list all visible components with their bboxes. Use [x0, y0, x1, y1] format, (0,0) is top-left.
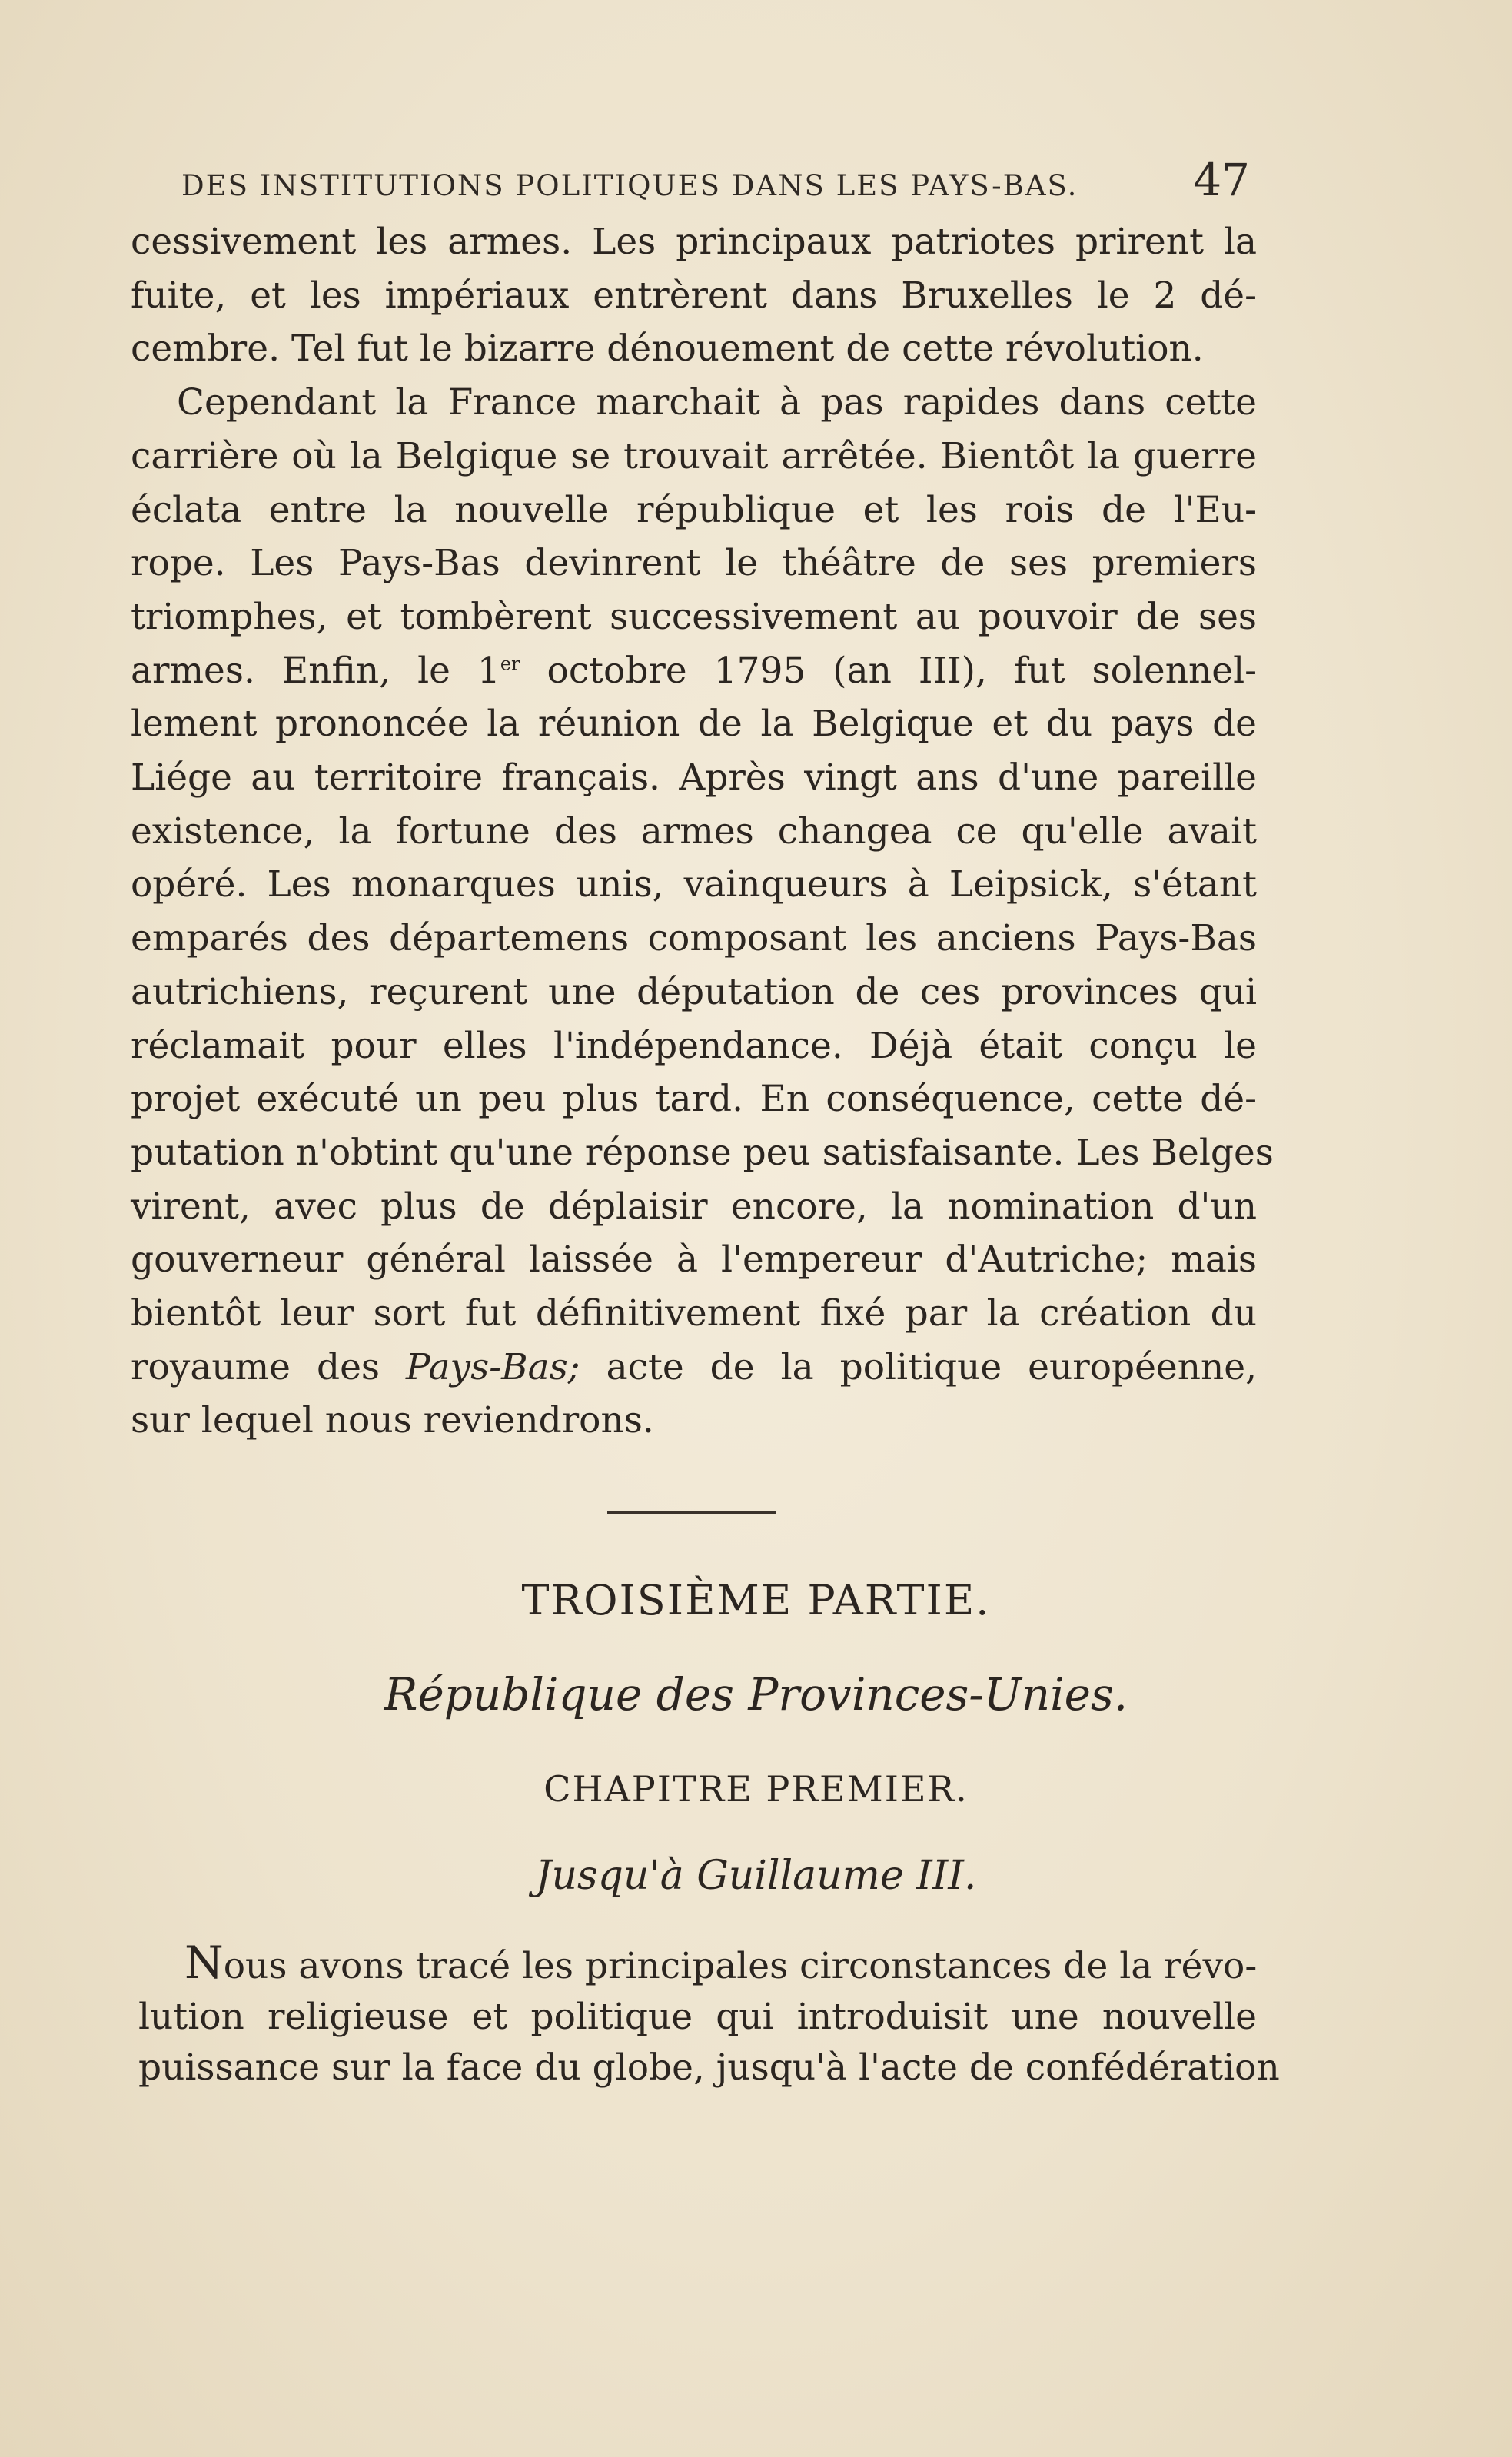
text-line: puissance sur la face du globe, jusqu'à l'acte de confédération	[138, 2046, 1280, 2089]
ordinal-superscript: er	[500, 652, 520, 674]
text-line: cembre. Tel fut le bizarre dénouement de cette révolution.	[131, 327, 1204, 371]
text-line: sur lequel nous reviendrons.	[131, 1399, 654, 1442]
text-line: putation n'obtint qu'une réponse peu satisfaisante. Les Belges	[131, 1131, 1274, 1174]
page-number: 47	[1193, 154, 1250, 206]
text-line: emparés des départemens composant les anciens Pays-Bas	[131, 917, 1257, 960]
part-subtitle: République des Provinces-Unies.	[384, 1668, 1128, 1721]
text-line: rope. Les Pays-Bas devinrent le théâtre de ses premiers	[131, 542, 1257, 585]
text-line	[131, 1341, 1257, 1395]
part-title: TROISIÈME PARTIE.	[521, 1576, 991, 1624]
text-line: fuite, et les impériaux entrèrent dans Bruxelles le 2 dé-	[131, 274, 1257, 317]
text-line: projet exécuté un peu plus tard. En conséquence, cette dé-	[131, 1078, 1257, 1121]
text-fragment: armes. Enfin, le 1	[131, 649, 500, 692]
text-line: gouverneur général laissée à l'empereur d'Autriche; mais	[131, 1238, 1257, 1282]
text-line	[138, 1937, 1257, 1992]
running-head-title: DES INSTITUTIONS POLITIQUES DANS LES PAYS-BAS.	[181, 169, 1078, 202]
text-line: virent, avec plus de déplaisir encore, la nomination d'un	[131, 1185, 1257, 1228]
text-line: autrichiens, reçurent une députation de ces provinces qui	[131, 970, 1257, 1013]
chapter-text	[138, 1937, 1280, 2093]
text-line: éclata entre la nouvelle république et les rois de l'Eu-	[131, 488, 1257, 531]
text-line	[131, 644, 1257, 698]
chapter-title: CHAPITRE PREMIER.	[543, 1768, 969, 1810]
text-line: opéré. Les monarques unis, vainqueurs à Leipsick, s'étant	[131, 863, 1257, 906]
text-line: bientôt leur sort fut définitivement fixé par la création du	[131, 1292, 1257, 1335]
text-fragment: royaume des	[131, 1345, 407, 1388]
text-fragment: acte de la politique européenne,	[580, 1345, 1258, 1388]
text-line: lution religieuse et politique qui introduisit une nouvelle	[138, 1996, 1257, 2038]
text-line: Liége au territoire français. Après vingt ans d'une pareille	[131, 756, 1257, 800]
text-line: lement prononcée la réunion de la Belgique et du pays de	[131, 703, 1257, 746]
text-line: réclamait pour elles l'indépendance. Déjà était conçu le	[131, 1024, 1257, 1067]
running-head	[181, 154, 1250, 206]
text-line: cessivement les armes. Les principaux patriotes prirent la	[131, 221, 1257, 263]
section-divider	[607, 1511, 776, 1514]
text-fragment: octobre 1795 (an III), fut solennel-	[520, 649, 1257, 692]
text-line: Cependant la France marchait à pas rapides dans cette	[177, 381, 1257, 424]
text-fragment: ous avons tracé les principales circonstances de la révo-	[223, 1945, 1258, 1987]
chapter-subtitle: Jusqu'à Guillaume III.	[535, 1853, 977, 1899]
drop-cap: N	[184, 1937, 224, 1989]
text-line: carrière où la Belgique se trouvait arrêtée. Bientôt la guerre	[131, 434, 1257, 477]
italic-term: Pays-Bas;	[406, 1345, 580, 1388]
body-text	[131, 215, 1274, 1448]
text-line: triomphes, et tombèrent successivement au pouvoir de ses	[131, 595, 1257, 638]
text-line: existence, la fortune des armes changea ce qu'elle avait	[131, 810, 1257, 853]
